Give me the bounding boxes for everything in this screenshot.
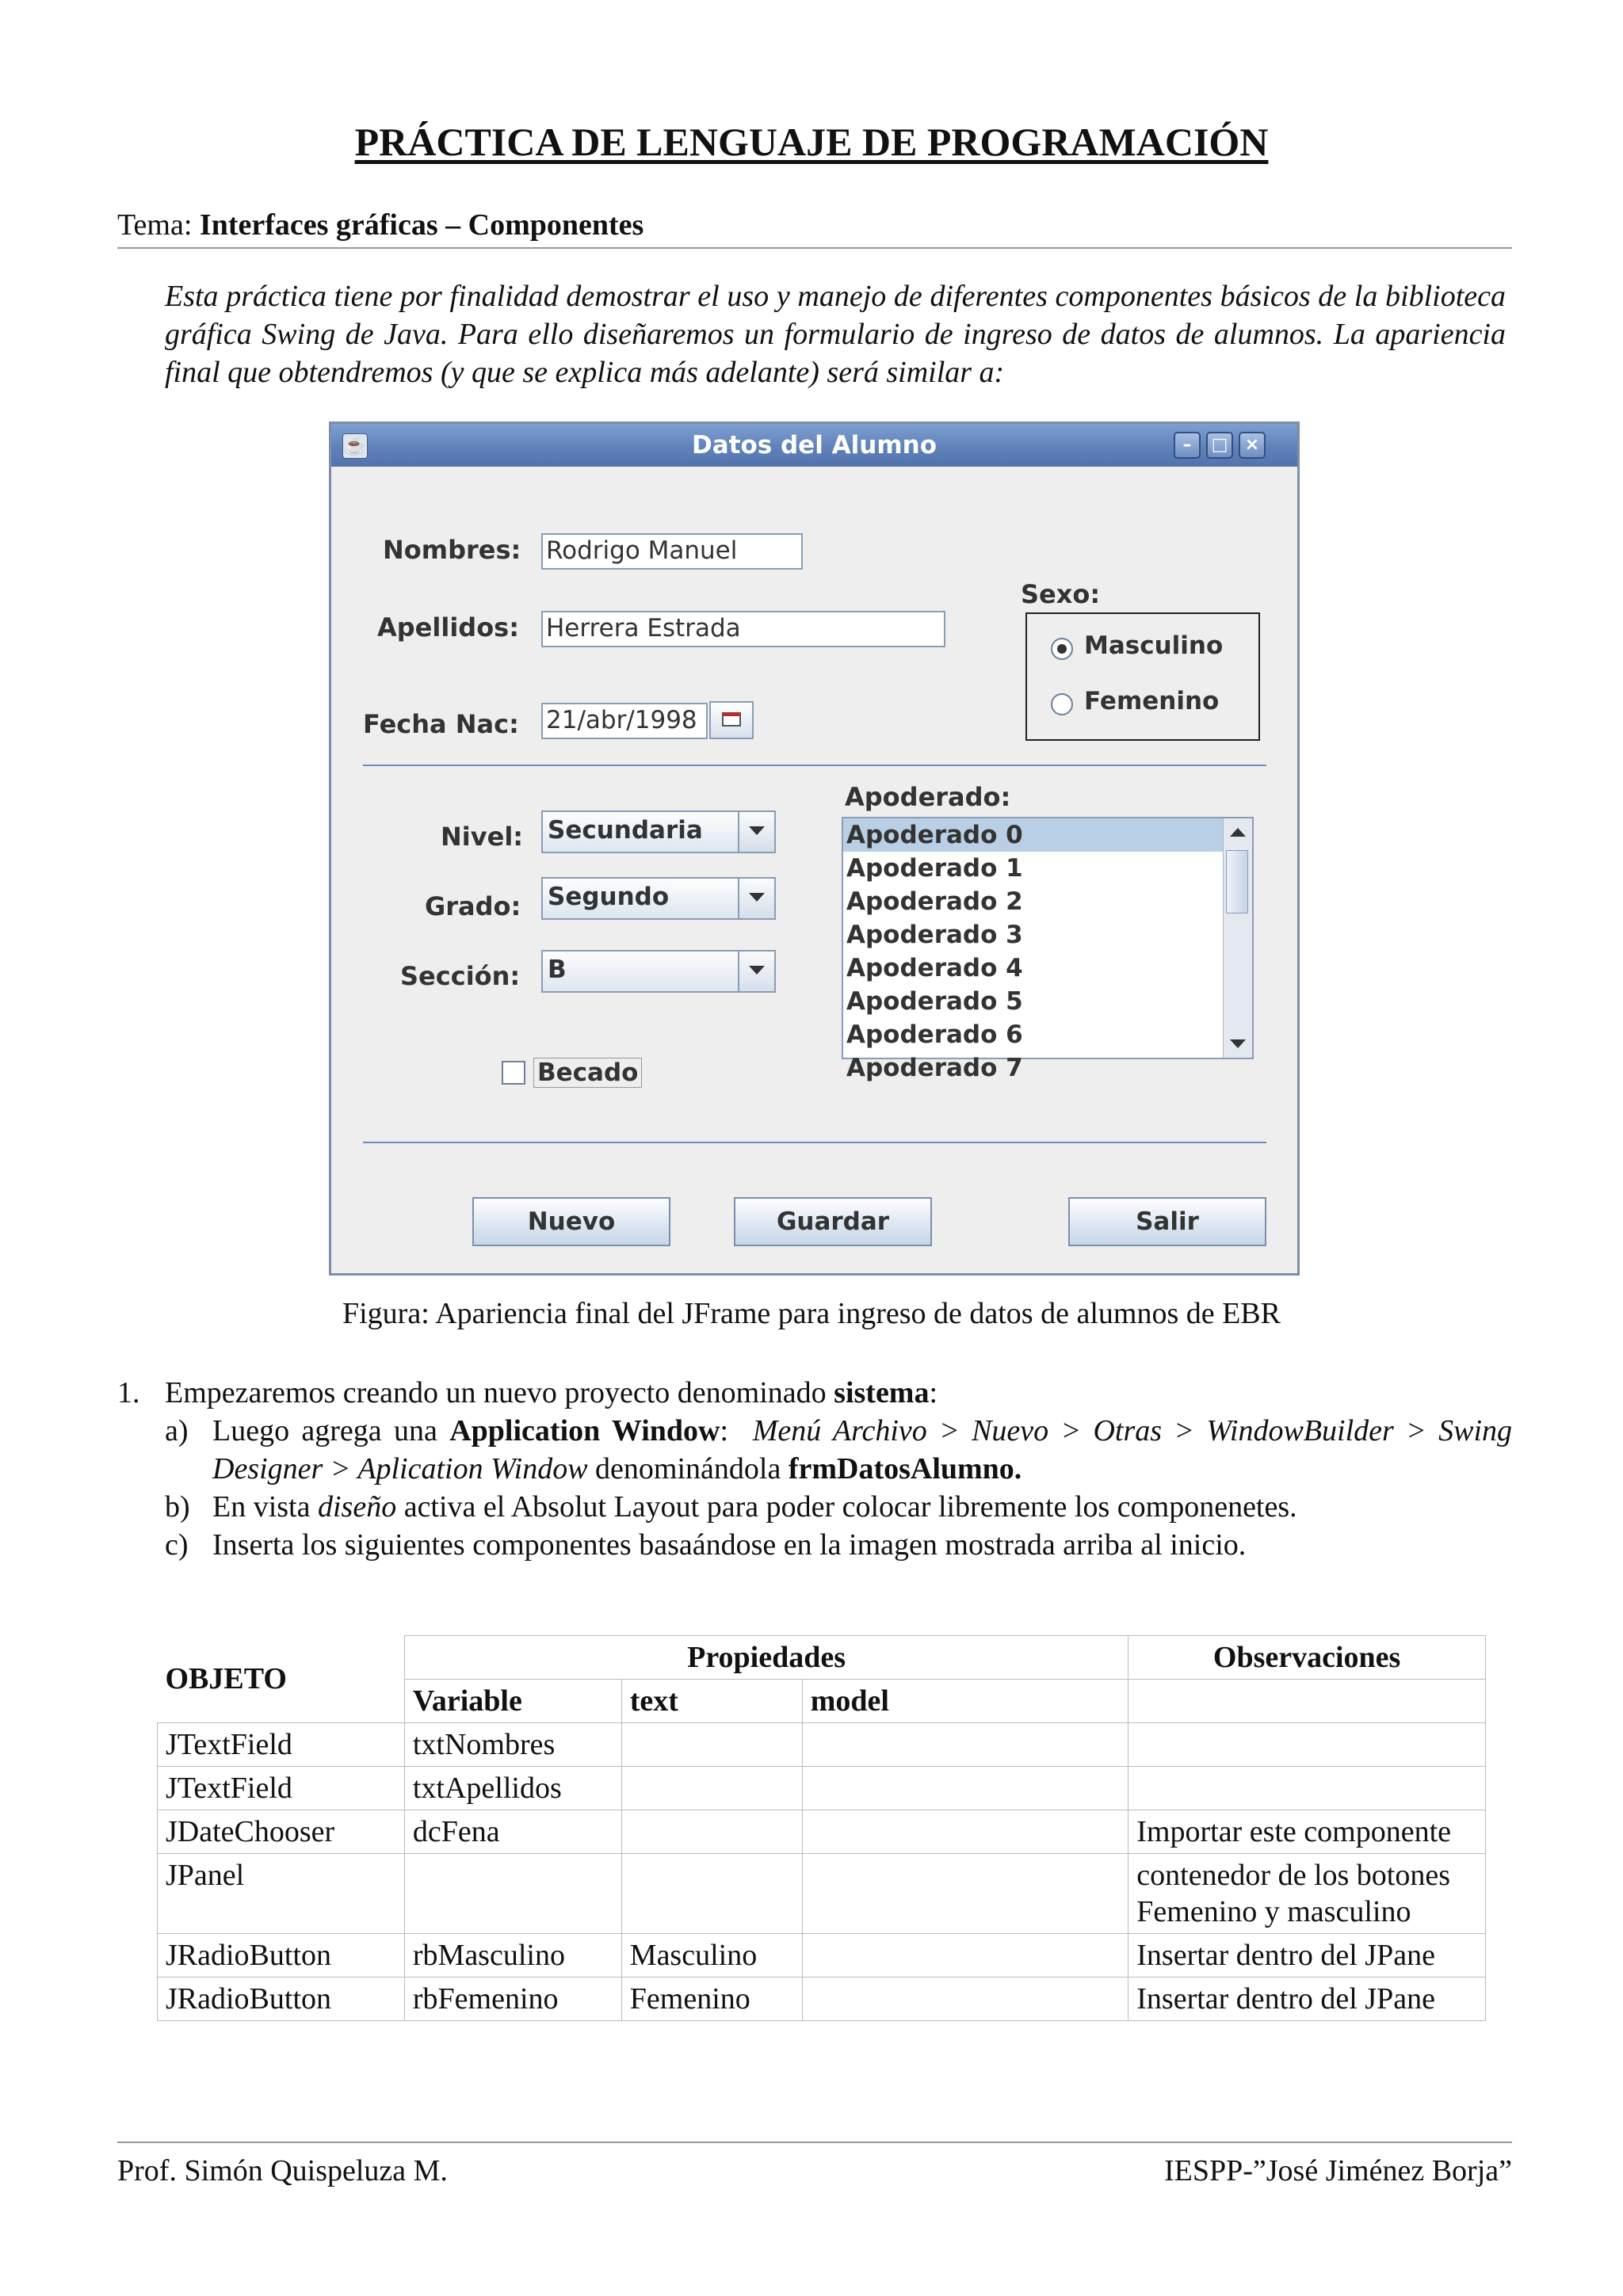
list-item[interactable]: Apoderado 3 [846, 921, 1023, 949]
footer-institution: IESPP-”José Jiménez Borja” [1163, 2154, 1512, 2187]
seccion-value: B [548, 955, 567, 984]
table-row [158, 1723, 1486, 1767]
chevron-down-icon[interactable] [738, 879, 774, 918]
calendar-button[interactable] [709, 701, 754, 739]
label-fecha-nac: Fecha Nac: [363, 709, 519, 739]
table-cell: JDateChooser [158, 1810, 405, 1854]
table-body [158, 1723, 1486, 2021]
table-cell [621, 1723, 802, 1767]
list-item[interactable]: Apoderado 5 [846, 987, 1023, 1016]
table-cell [1128, 1723, 1486, 1767]
table-cell: JTextField [158, 1767, 405, 1810]
step-b-text2: activa el Absolut Layout para poder colocar libremente los componenetes. [403, 1490, 1297, 1524]
apoderado-list[interactable] [842, 817, 1254, 1082]
label-sexo: Sexo: [1021, 579, 1101, 609]
step-c-text: Inserta los siguientes componentes basaándose en la imagen mostrada arriba al inicio. [212, 1528, 1247, 1562]
topic-line [117, 208, 1512, 249]
table-cell [802, 1723, 1128, 1767]
table-cell [802, 1978, 1128, 2021]
table-cell: JTextField [158, 1723, 405, 1767]
close-icon[interactable]: × [1239, 432, 1266, 459]
table-cell: Importar este componente [1128, 1810, 1486, 1854]
figure-caption: Figura: Apariencia final del JFrame para ingreso de datos de alumnos de EBR [342, 1297, 1281, 1330]
table-cell: Insertar dentro del JPane [1128, 1978, 1486, 2021]
step-1-number: 1. [117, 1376, 140, 1409]
table-cell [621, 1767, 802, 1810]
table-row [158, 1978, 1486, 2021]
table-cell [802, 1934, 1128, 1978]
separator-top [363, 765, 1266, 766]
radio-femenino[interactable] [1051, 693, 1073, 715]
step-a-label: a) [165, 1414, 189, 1447]
components-table [157, 1635, 1486, 2021]
table-cell [621, 1854, 802, 1934]
label-nivel: Nivel: [441, 822, 524, 852]
radio-masculino[interactable] [1051, 638, 1073, 660]
table-cell: JRadioButton [158, 1934, 405, 1978]
step-1 [117, 1374, 1512, 1412]
apoderado-items [843, 818, 1227, 1085]
list-item[interactable]: Apoderado 7 [846, 1054, 1023, 1082]
header-observaciones: Observaciones [1128, 1636, 1486, 1680]
list-item[interactable]: Apoderado 6 [846, 1020, 1023, 1049]
seccion-combo[interactable] [541, 950, 776, 993]
label-seccion: Sección: [400, 961, 521, 991]
nivel-value: Secundaria [548, 816, 703, 845]
step-a-bold1: Application Window [449, 1414, 720, 1447]
table-cell: Masculino [621, 1934, 802, 1978]
topic-value: Interfaces gráficas – Componentes [199, 208, 644, 242]
nivel-combo[interactable] [541, 810, 776, 853]
step-1-end: : [929, 1376, 938, 1409]
topic-label: Tema: [117, 208, 193, 242]
table-row [158, 1854, 1486, 1934]
table-cell: txtNombres [404, 1723, 621, 1767]
nuevo-button[interactable]: Nuevo [472, 1197, 670, 1246]
step-a-text3: denominándola [595, 1452, 781, 1486]
chevron-down-icon[interactable] [738, 812, 774, 852]
footer-rule [117, 2142, 1512, 2143]
document-title: PRÁCTICA DE LENGUAJE DE PROGRAMACIÓN [354, 120, 1269, 164]
fecha-field[interactable]: 21/abr/1998 [541, 703, 708, 739]
step-c-label: c) [165, 1528, 189, 1562]
list-item[interactable]: Apoderado 1 [846, 854, 1023, 883]
step-a-text2: : [720, 1414, 729, 1447]
table-cell: Insertar dentro del JPane [1128, 1934, 1486, 1978]
list-item[interactable]: Apoderado 2 [846, 887, 1023, 916]
minimize-icon[interactable]: – [1174, 432, 1201, 459]
salir-button[interactable]: Salir [1068, 1197, 1266, 1246]
header-model: model [802, 1680, 1128, 1723]
table-header-row [158, 1636, 1486, 1680]
grado-combo[interactable] [541, 877, 776, 920]
table-cell [802, 1854, 1128, 1934]
table-cell [802, 1767, 1128, 1810]
step-1-bold: sistema [834, 1376, 930, 1409]
table-cell: JRadioButton [158, 1978, 405, 2021]
table-cell: JPanel [158, 1854, 405, 1934]
header-variable: Variable [404, 1680, 621, 1723]
maximize-icon[interactable]: □ [1206, 432, 1233, 459]
table-cell: contenedor de los botones Femenino y masculino [1128, 1854, 1486, 1934]
table-cell [1128, 1767, 1486, 1810]
table-row [158, 1934, 1486, 1978]
radio-masculino-label[interactable]: Masculino [1084, 631, 1224, 660]
label-nombres: Nombres: [383, 535, 521, 565]
table-cell: Femenino [621, 1978, 802, 2021]
header-text: text [621, 1680, 802, 1723]
step-b-label: b) [165, 1490, 190, 1524]
table-cell: dcFena [404, 1810, 621, 1854]
footer-author: Prof. Simón Quispeluza M. [117, 2154, 448, 2187]
list-item[interactable]: Apoderado 0 [843, 818, 1227, 852]
swing-window-figure [329, 421, 1300, 1276]
chevron-down-icon[interactable] [738, 952, 774, 991]
radio-femenino-label[interactable]: Femenino [1084, 687, 1220, 715]
step-a-italic: Menú Archivo > Nuevo > Otras > WindowBuilder > Swing Designer > Aplication Window [212, 1414, 1513, 1486]
step-b-text1: En vista [212, 1490, 311, 1524]
scroll-up-icon[interactable] [1230, 828, 1246, 837]
intro-paragraph: Esta práctica tiene por finalidad demostrar el uso y manejo de diferentes componentes básicos de la biblioteca gráfica Swing de Java. Para ello diseñaremos un formulario de ingreso de datos de alumnos. La apariencia final que obtendremos (y que se explica más adelante) será similar a: [165, 280, 1506, 389]
window-title: Datos del Alumno [691, 431, 937, 460]
table-row [158, 1810, 1486, 1854]
header-propiedades: Propiedades [404, 1636, 1128, 1680]
table-cell: rbFemenino [404, 1978, 621, 2021]
header-objeto: OBJETO [158, 1636, 405, 1723]
grado-value: Segundo [548, 883, 670, 911]
scroll-down-icon[interactable] [1230, 1039, 1246, 1048]
apellidos-field[interactable]: Herrera Estrada [541, 611, 945, 647]
scroll-thumb[interactable] [1226, 850, 1248, 913]
becado-checkbox[interactable] [502, 1061, 525, 1085]
table-cell: rbMasculino [404, 1934, 621, 1978]
list-item[interactable]: Apoderado 4 [846, 954, 1023, 982]
step-a-bold2: frmDatosAlumno. [788, 1452, 1022, 1486]
guardar-button[interactable]: Guardar [734, 1197, 932, 1246]
separator-bottom [363, 1142, 1266, 1143]
nombres-field[interactable]: Rodrigo Manuel [541, 533, 803, 570]
label-apoderado: Apoderado: [845, 782, 1011, 812]
table-cell [404, 1854, 621, 1934]
table-cell [621, 1810, 802, 1854]
java-cup-icon: ☕ [342, 433, 368, 459]
label-grado: Grado: [425, 891, 521, 921]
step-b-italic: diseño [317, 1490, 397, 1524]
scrollbar[interactable] [1223, 818, 1252, 1058]
calendar-icon [722, 712, 741, 727]
label-apellidos: Apellidos: [377, 612, 520, 643]
becado-label[interactable]: Becado [533, 1058, 642, 1088]
table-row [158, 1767, 1486, 1810]
sexo-panel [1025, 612, 1260, 741]
step-a-text1: Luego agrega una [212, 1414, 437, 1447]
table-cell [802, 1810, 1128, 1854]
step-1-text: Empezaremos creando un nuevo proyecto denominado [165, 1376, 827, 1409]
header-empty [1128, 1680, 1486, 1723]
table-cell: txtApellidos [404, 1767, 621, 1810]
